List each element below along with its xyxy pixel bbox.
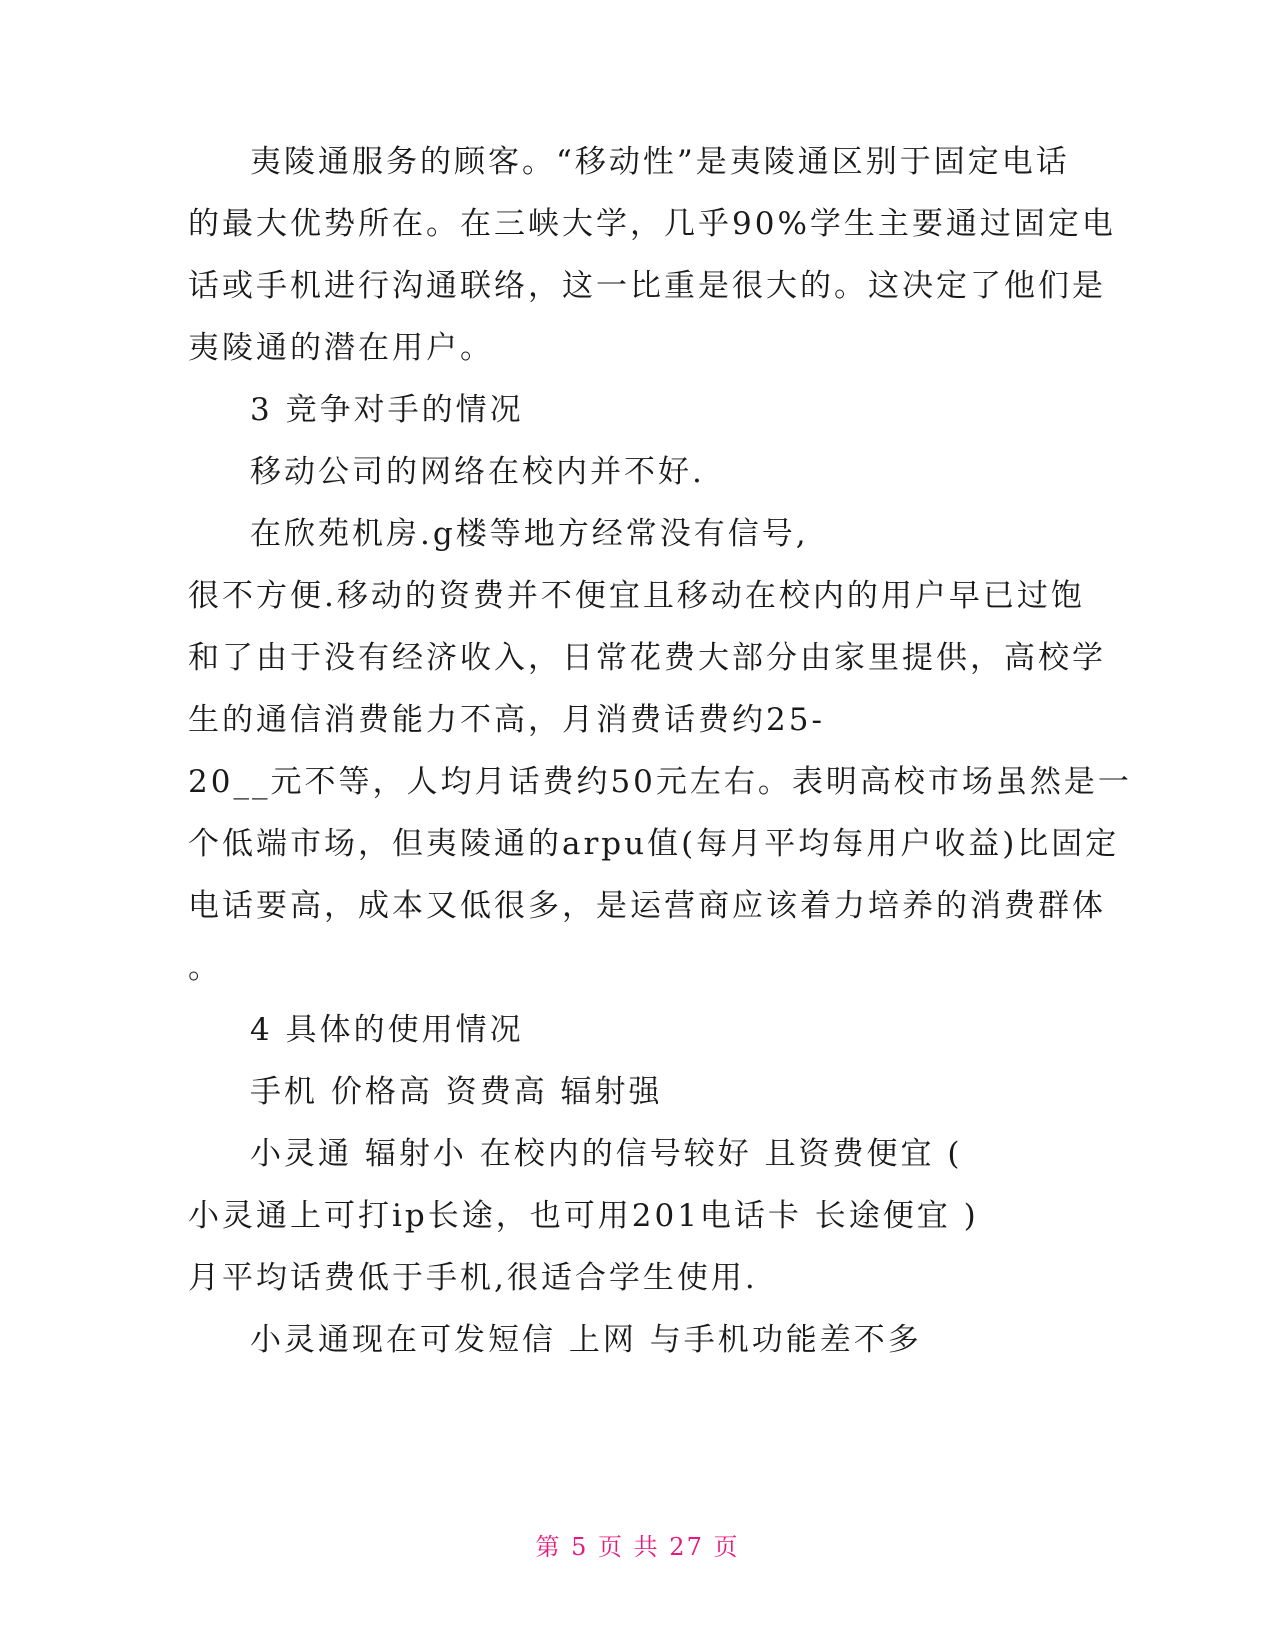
- paragraph-line: 手机 价格高 资费高 辐射强: [250, 1074, 663, 1110]
- paragraph-line: 夷陵通的潜在用户。: [188, 330, 494, 366]
- paragraph-line: 20__元不等，人均月话费约50元左右。表明高校市场虽然是一: [188, 764, 1132, 800]
- paragraph-line: 小灵通 辐射小 在校内的信号较好 且资费便宜 (: [250, 1136, 963, 1172]
- paragraph-line: 小灵通现在可发短信 上网 与手机功能差不多: [250, 1322, 922, 1358]
- section-heading: 3 竞争对手的情况: [250, 392, 524, 428]
- paragraph-line: 个低端市场，但夷陵通的arpu值(每月平均每用户收益)比固定: [188, 826, 1120, 862]
- paragraph-line: 小灵通上可打ip长途，也可用201电话卡 长途便宜 ): [188, 1198, 979, 1234]
- paragraph-line: 移动公司的网络在校内并不好.: [250, 454, 705, 490]
- page-number-footer: 第 5 页 共 27 页: [535, 1533, 740, 1561]
- paragraph-line: 夷陵通服务的顾客。“移动性”是夷陵通区别于固定电话: [250, 144, 1070, 180]
- section-heading: 4 具体的使用情况: [250, 1012, 524, 1048]
- paragraph-line: 很不方便.移动的资费并不便宜且移动在校内的用户早已过饱: [188, 578, 1085, 614]
- paragraph-line: 电话要高，成本又低很多，是运营商应该着力培养的消费群体: [188, 888, 1106, 924]
- paragraph-line: 话或手机进行沟通联络，这一比重是很大的。这决定了他们是: [188, 268, 1106, 304]
- paragraph-line: 月平均话费低于手机,很适合学生使用.: [188, 1260, 758, 1296]
- paragraph-line: 生的通信消费能力不高，月消费话费约25-: [188, 702, 825, 738]
- paragraph-line: 。: [188, 950, 222, 986]
- paragraph-line: 的最大优势所在。在三峡大学，几乎90%学生主要通过固定电: [188, 206, 1116, 242]
- paragraph-line: 和了由于没有经济收入，日常花费大部分由家里提供，高校学: [188, 640, 1106, 676]
- paragraph-line: 在欣苑机房.g楼等地方经常没有信号,: [250, 516, 809, 552]
